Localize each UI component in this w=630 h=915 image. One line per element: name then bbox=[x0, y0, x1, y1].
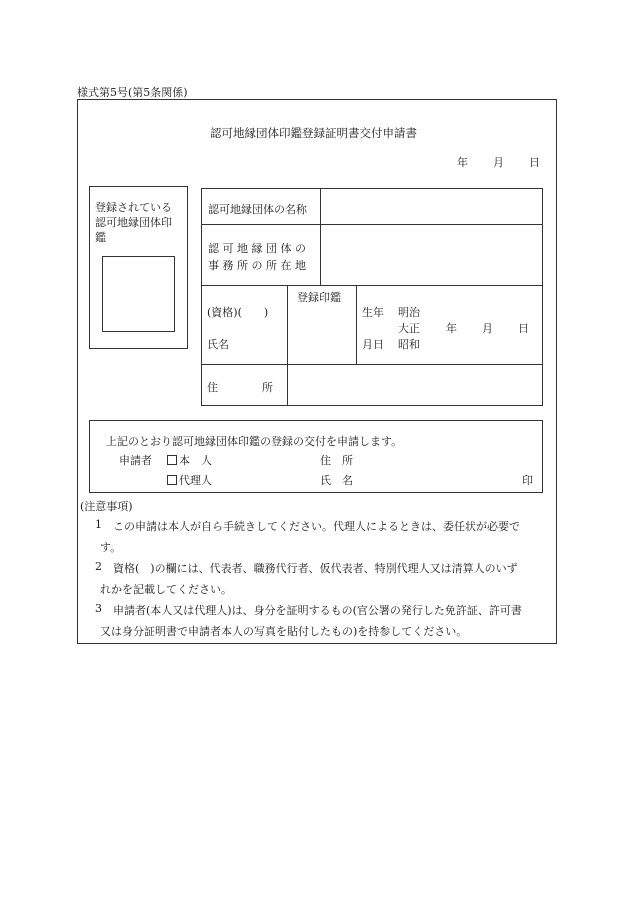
note-number: 3 bbox=[95, 602, 102, 615]
era-meiji: 明治 bbox=[398, 306, 420, 319]
office-address-field[interactable] bbox=[322, 226, 541, 284]
form-number: 様式第5号(第5条関係) bbox=[77, 86, 188, 99]
qualification-label: (資格)( ) bbox=[207, 306, 269, 319]
notes-heading: (注意事項) bbox=[80, 500, 133, 513]
birth-year-label: 年 bbox=[446, 322, 457, 335]
seal-box-label-line3: 鑑 bbox=[95, 231, 106, 244]
note-text: 申請者(本人又は代理人)は、身分を証明するもの(官公署の発行した免許証、許可書 bbox=[113, 604, 522, 617]
option-agent[interactable] bbox=[167, 472, 212, 488]
request-statement: 上記のとおり認可地縁団体印鑑の登録の交付を申請します。 bbox=[106, 435, 403, 448]
org-name-field[interactable] bbox=[322, 190, 541, 223]
table-col-divider bbox=[287, 285, 288, 406]
table-row-divider bbox=[201, 224, 543, 225]
form-title: 認可地縁団体印鑑登録証明書交付申請書 bbox=[210, 126, 417, 140]
checkbox-agent[interactable] bbox=[167, 475, 177, 485]
seal-mark: 印 bbox=[522, 474, 533, 487]
date-year: 年 bbox=[457, 156, 468, 169]
note-text: れかを記載してください。 bbox=[100, 583, 232, 596]
request-box bbox=[89, 420, 543, 493]
office-address-label-line2: 事 務 所 の 所 在 地 bbox=[208, 259, 306, 272]
table-row-divider bbox=[201, 364, 543, 365]
birth-label-bottom: 月日 bbox=[362, 338, 384, 351]
seal-impression-area[interactable] bbox=[102, 256, 175, 332]
option-self[interactable] bbox=[167, 452, 212, 468]
era-showa: 昭和 bbox=[398, 338, 420, 351]
registered-seal-label: 登録印鑑 bbox=[297, 291, 341, 304]
address-field[interactable] bbox=[289, 366, 542, 405]
birth-label-top: 生年 bbox=[362, 306, 384, 319]
note-text: 資格( )の欄には、代表者、職務代行者、仮代表者、特別代理人又は清算人のいず bbox=[113, 562, 518, 575]
date-month: 月 bbox=[493, 156, 504, 169]
address-label: 住 所 bbox=[207, 381, 273, 394]
era-taisho: 大正 bbox=[398, 322, 420, 335]
table-col-divider bbox=[320, 188, 321, 285]
note-text: この申請は本人が自ら手続きしてください。代理人によるときは、委任状が必要で bbox=[113, 520, 520, 533]
note-text: す。 bbox=[100, 541, 122, 554]
date-day: 日 bbox=[529, 156, 540, 169]
registered-seal-field[interactable] bbox=[289, 305, 355, 363]
seal-box-label-line1: 登録されている bbox=[95, 201, 172, 214]
seal-box-label-line2: 認可地縁団体印 bbox=[95, 216, 172, 229]
request-name-label: 氏 名 bbox=[320, 474, 353, 487]
option-self-label: 本 人 bbox=[179, 454, 212, 467]
office-address-label-line1: 認 可 地 縁 団 体 の bbox=[208, 242, 306, 255]
applicant-label: 申請者 bbox=[119, 454, 152, 467]
table-col-divider bbox=[356, 285, 357, 364]
birth-month-label: 月 bbox=[482, 322, 493, 335]
note-text: 又は身分証明書で申請者本人の写真を貼付したもの)を持参してください。 bbox=[100, 625, 468, 638]
name-label: 氏名 bbox=[207, 338, 229, 351]
table-row-divider bbox=[201, 285, 543, 286]
checkbox-self[interactable] bbox=[167, 455, 177, 465]
birth-day-label: 日 bbox=[518, 322, 529, 335]
note-number: 2 bbox=[95, 560, 102, 573]
option-agent-label: 代理人 bbox=[179, 474, 212, 487]
org-name-label: 認可地縁団体の名称 bbox=[208, 203, 307, 216]
note-number: 1 bbox=[95, 518, 102, 531]
request-address-label: 住 所 bbox=[320, 454, 353, 467]
